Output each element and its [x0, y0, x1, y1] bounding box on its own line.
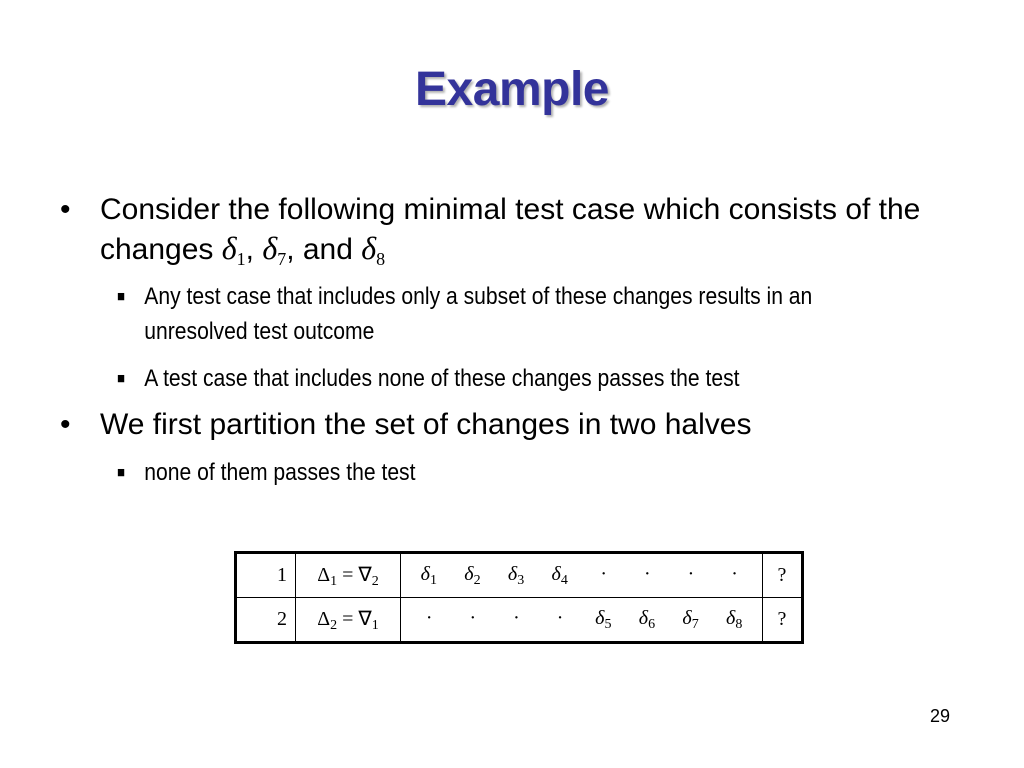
change-cell: $\delta_1$: [420, 562, 437, 588]
change-cell: $\delta_8$: [726, 606, 743, 632]
bullet-consider: [60, 190, 960, 279]
row-changes: [401, 598, 763, 643]
table-row: [236, 598, 803, 643]
change-cell: ·: [731, 562, 737, 585]
row-equation: $\Delta_2 = \nabla_1$: [296, 598, 401, 643]
bullet-dot: •: [60, 193, 71, 226]
change-cell: $\delta_2$: [464, 562, 481, 588]
row-result: ?: [763, 598, 803, 643]
square-bullet: ■: [117, 464, 125, 481]
change-cell: $\delta_5$: [595, 606, 612, 632]
subbullet-none: ■ A test case that includes none of these changes passes the test: [117, 361, 865, 396]
change-cell: $\delta_7$: [682, 606, 699, 632]
change-cell: ·: [688, 562, 694, 585]
bullet-dot: •: [60, 408, 71, 441]
change-cell: $\delta_6$: [638, 606, 656, 632]
bullet-text: Consider the following minimal test case which consists of the changes $\delta_1$, $\delta_7$, and $\delta_8$: [100, 193, 921, 269]
partition-table: [234, 551, 804, 644]
row-changes: [401, 553, 763, 598]
change-cell: ·: [600, 562, 606, 585]
slide-title: Example: [415, 63, 609, 116]
bullet-partition: • We first partition the set of changes in two halves: [60, 405, 960, 444]
page-number: 29: [930, 706, 951, 726]
change-cell: ·: [469, 606, 475, 629]
delta-symbol: δ: [262, 230, 278, 266]
row-number: 2: [236, 598, 296, 643]
change-cell: $\delta_3$: [507, 562, 525, 588]
table-row: [236, 553, 803, 598]
subbullet-none-passes: ■ none of them passes the test: [117, 455, 865, 490]
subbullet-subset: ■ Any test case that includes only a subset of these changes results in an unresolved test outcome: [117, 279, 865, 349]
row-equation: $\Delta_1 = \nabla_2$: [296, 553, 401, 598]
delta-symbol: δ: [221, 230, 237, 266]
change-cell: ·: [644, 562, 650, 585]
change-cell: ·: [557, 606, 563, 629]
change-cell: ·: [426, 606, 432, 629]
row-result: ?: [763, 553, 803, 598]
square-bullet: ■: [117, 288, 125, 305]
change-cell: $\delta_4$: [551, 562, 568, 588]
delta-symbol: δ: [361, 230, 377, 266]
change-cell: ·: [513, 606, 519, 629]
square-bullet: ■: [117, 370, 125, 387]
row-number: 1: [236, 553, 296, 598]
